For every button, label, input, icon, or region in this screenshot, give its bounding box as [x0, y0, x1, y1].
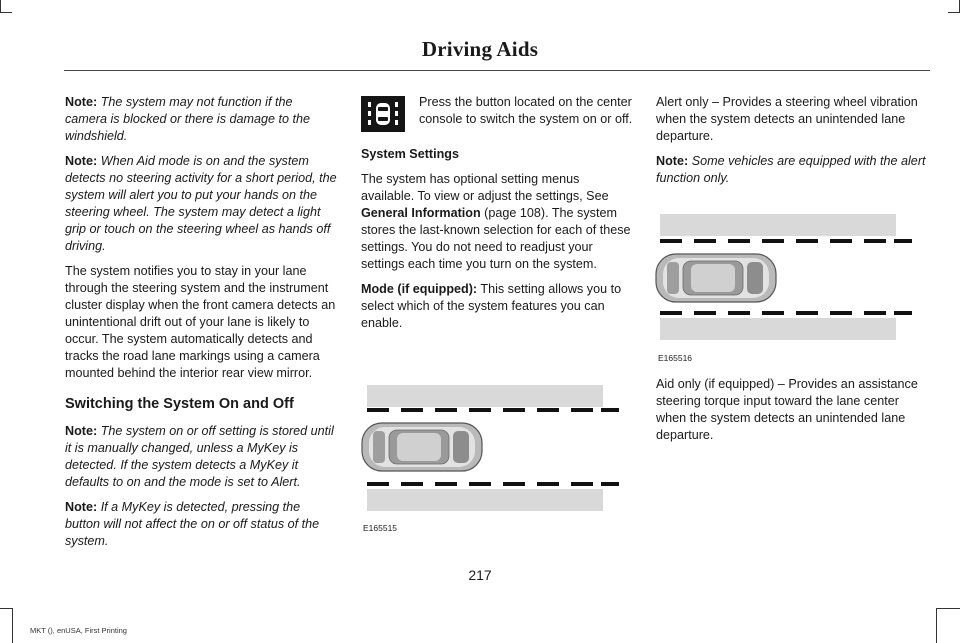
general-information-link[interactable]: General Information [361, 206, 481, 220]
lane-keeping-icon [361, 96, 405, 132]
crop-mark [936, 608, 937, 643]
crop-mark [0, 608, 12, 609]
column-middle [361, 94, 633, 340]
system-description: The system notifies you to stay in your lane through the steering system and the instrument cluster display when the front camera detects an unintentional drift out of your lane is likely to occur. The system automatically detects and tracks the road lane markings using a camera mounted behind the interior rear view mirror. [65, 264, 336, 380]
page-title: Driving Aids [421, 37, 539, 61]
crop-mark [937, 608, 960, 609]
car-top-view [656, 254, 776, 302]
column-right-lower [656, 376, 928, 452]
note-camera: Note: The system may not function if the camera is blocked or there is damage to the windshield. [65, 95, 311, 143]
car-top-view [362, 423, 482, 471]
note-alert-function: Note: Some vehicles are equipped with the alert function only. [656, 154, 926, 185]
crop-mark [0, 0, 1, 12]
aid-only-description: Aid only (if equipped) – Provides an assistance steering torque input toward the lane center when the system detects an unintended lane departure. [656, 377, 918, 442]
settings-paragraph: The system has optional setting menus available. To view or adjust the settings, See General Information (page 108). The system stores the last-known selection for each of these settings. You do not need to readjust your settings each time you turn on the system. [361, 172, 631, 271]
figure-code: E165515 [363, 523, 398, 533]
crop-mark [948, 12, 960, 13]
note-mykey-default: Note: The system on or off setting is stored until it is manually changed, unless a MyKey is detected. If the system detects a MyKey it defaults to on and the mode is set to Alert. [65, 424, 334, 489]
footer-imprint: MKT (), enUSA, First Printing [30, 626, 127, 635]
settings-heading: System Settings [361, 147, 459, 161]
column-left [65, 94, 337, 558]
button-instruction-text: Press the button located on the center console to switch the system on or off. [419, 95, 633, 126]
crop-mark [12, 608, 13, 643]
page-number: 217 [468, 567, 492, 583]
alert-only-description: Alert only – Provides a steering wheel vibration when the system detects an unintended lane departure. [656, 95, 918, 143]
note-mykey-button: Note: If a MyKey is detected, pressing the button will not affect the on or off status of the system. [65, 500, 320, 548]
title-rule [64, 70, 930, 71]
figure-code: E165516 [658, 353, 693, 363]
lane-figure-aid [654, 214, 914, 344]
column-right [656, 94, 928, 195]
note-aid-mode: Note: When Aid mode is on and the system detects no steering activity for a short period, the system will alert you to put your hands on the steering wheel. The system may detect a light grip or touch on the steering wheel as hands off driving. [65, 154, 337, 253]
mode-paragraph: Mode (if equipped): This setting allows you to select which of the system features you can enable. [361, 282, 622, 330]
lane-figure-alert [361, 385, 621, 513]
crop-mark [0, 12, 12, 13]
button-instruction [361, 94, 633, 132]
section-heading: Switching the System On and Off [65, 396, 294, 412]
